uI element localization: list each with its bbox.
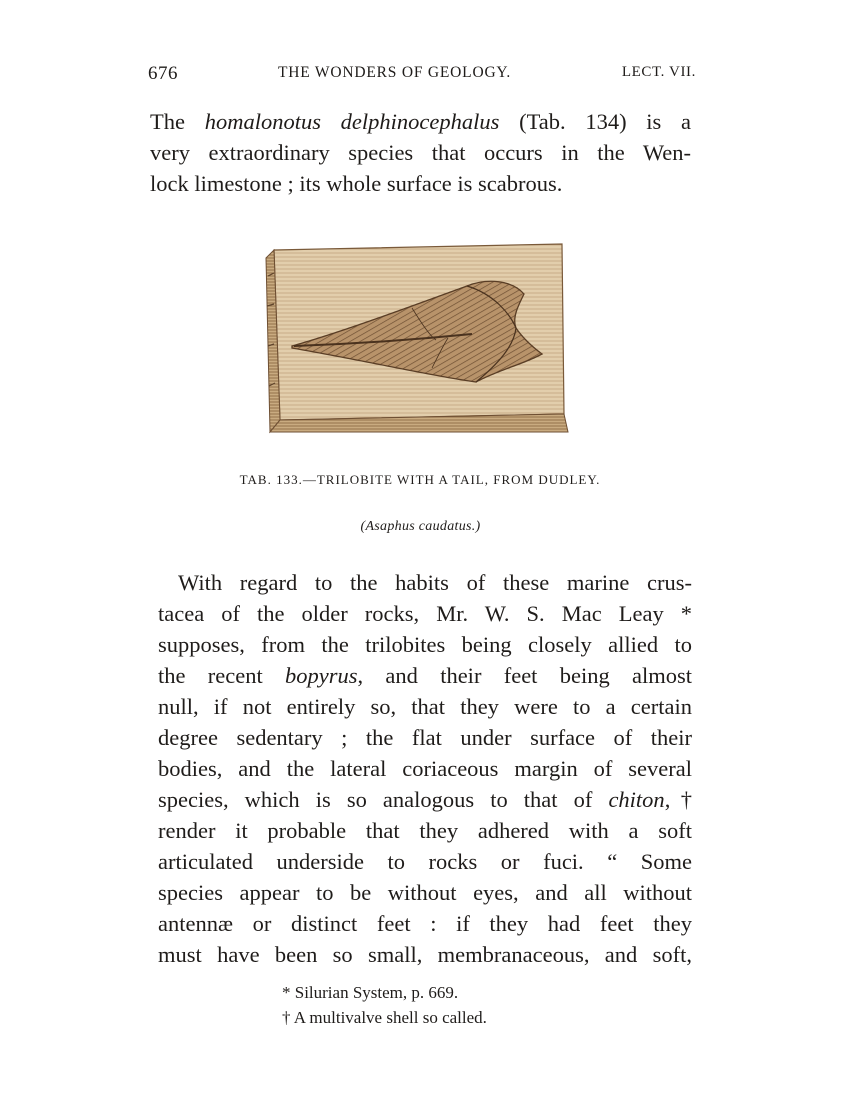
text-line: antennæ or distinct feet : if they had feet they (158, 911, 692, 936)
text-line: degree sedentary ; the flat under surface of their (158, 725, 692, 750)
species-name: homalonotus delphinocephalus (204, 109, 500, 134)
running-title: THE WONDERS OF GEOLOGY. (278, 64, 512, 81)
running-head (148, 63, 696, 87)
footnote: * Silurian System, p. 669. (282, 983, 459, 1002)
footnotes (282, 980, 682, 1030)
text-line: species, which is so analogous to that of chiton,† (158, 787, 693, 812)
text-line: With regard to the habits of these marine crus- (178, 570, 692, 595)
footnote: † A multivalve shell so called. (282, 1008, 487, 1027)
text-line: lock limestone ; its whole surface is scabrous. (150, 171, 563, 196)
text-line: render it probable that they adhered with a soft (158, 818, 692, 843)
text-line: tacea of the older rocks, Mr. W. S. Mac Leay * (158, 601, 692, 626)
text-line: articulated underside to rocks or fuci. “ Some (158, 849, 692, 874)
text-line: species appear to be without eyes, and all without (158, 880, 692, 905)
paragraph-homalonotus (150, 106, 691, 199)
figure-caption: TAB. 133.—TRILOBITE WITH A TAIL, FROM DUDLEY. (239, 472, 601, 487)
figure-species: (Asaphus caudatus.) (360, 519, 481, 534)
trilobite-engraving (262, 236, 572, 442)
page-number: 676 (148, 63, 178, 84)
text-line: must have been so small, membranaceous, and soft, (158, 942, 692, 967)
text-line: supposes, from the trilobites being closely allied to (158, 632, 692, 657)
text-line: The homalonotus delphinocephalus (Tab. 134) is a (150, 109, 692, 134)
paragraph-habits (158, 567, 692, 970)
text-line: null, if not entirely so, that they were to a certain (158, 694, 692, 719)
text-line: bodies, and the lateral coriaceous margin of several (158, 756, 692, 781)
text-line: very extraordinary species that occurs in the Wen- (150, 140, 691, 165)
lecture-label: LECT. VII. (621, 64, 696, 80)
text-line: the recent bopyrus, and their feet being almost (158, 663, 692, 688)
